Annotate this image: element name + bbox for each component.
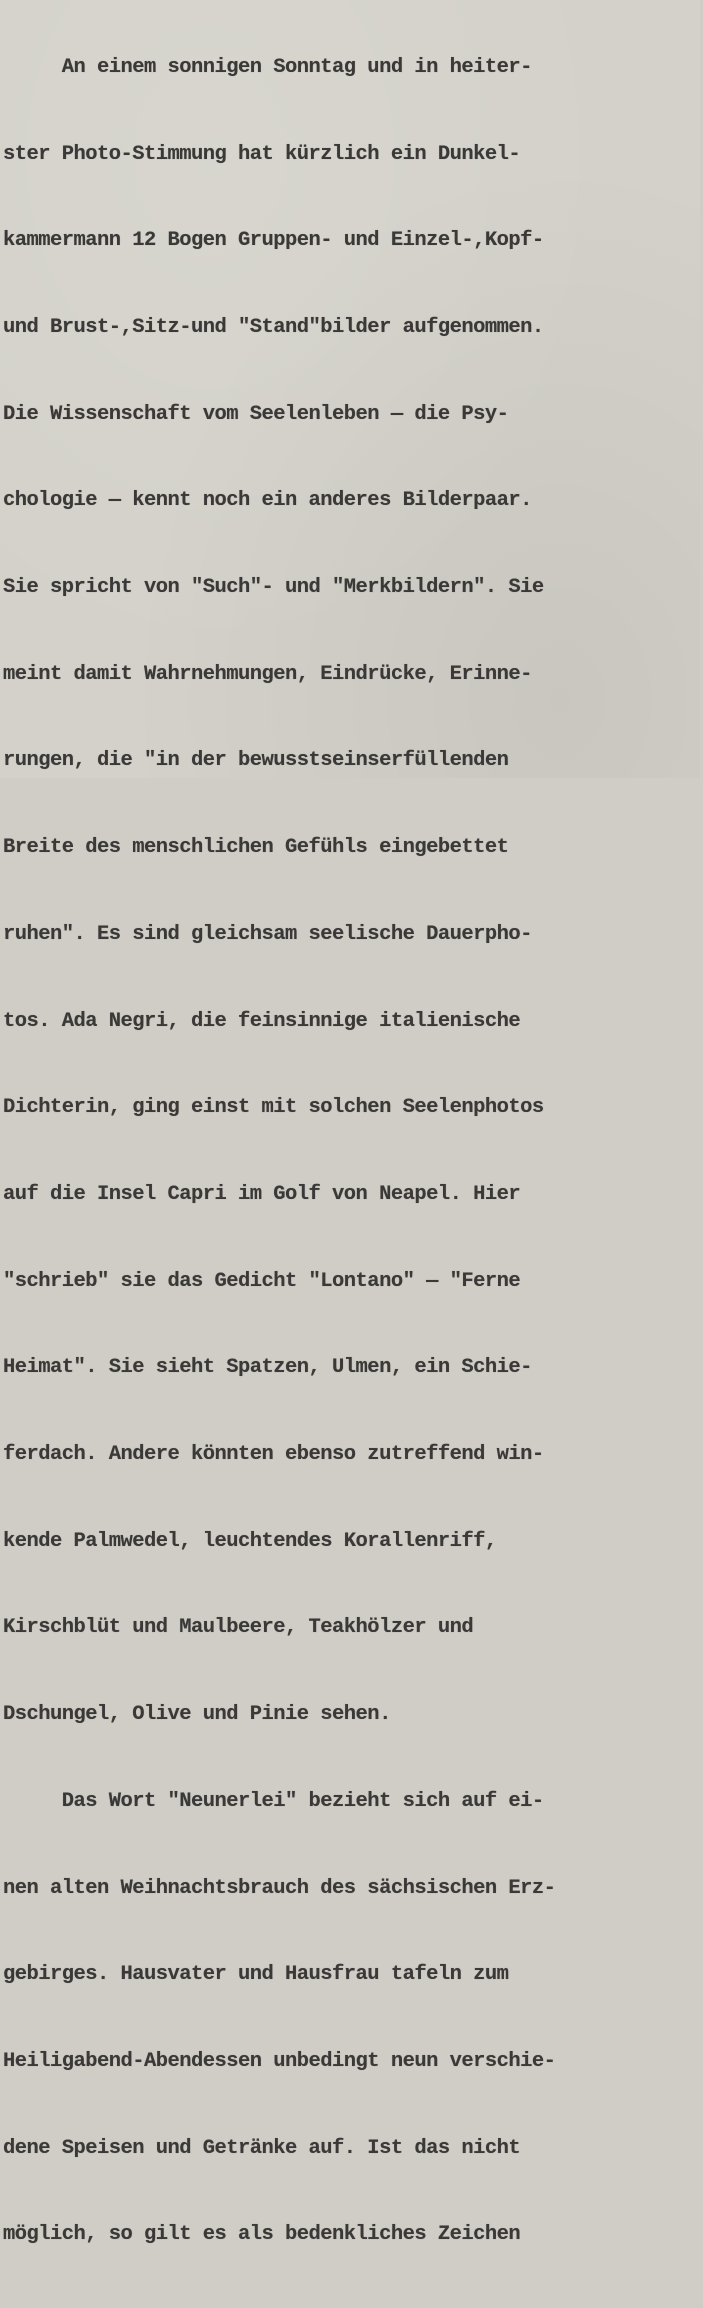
text-line: dene Speisen und Getränke auf. Ist das nicht [3, 2136, 521, 2160]
text-line: gebirges. Hausvater und Hausfrau tafeln zum [3, 1963, 509, 1987]
text-line: Heiligabend-Abendessen unbedingt neun verschie- [3, 2049, 556, 2073]
text-line: Heimat". Sie sieht Spatzen, Ulmen, ein Schie- [3, 1356, 532, 1380]
text-line: ruhen". Es sind gleichsam seelische Dauerpho- [3, 922, 532, 946]
text-line: kammermann 12 Bogen Gruppen- und Einzel-,Kopf- [3, 229, 544, 253]
text-line: Das Wort "Neunerlei" bezieht sich auf ei- [3, 1789, 544, 1813]
text-line: ster Photo-Stimmung hat kürzlich ein Dunkel- [3, 142, 521, 166]
text-line: Die Wissenschaft vom Seelenleben — die Psy- [3, 402, 509, 426]
text-line: ferdach. Andere könnten ebenso zutreffend win- [3, 1443, 544, 1467]
text-line: "schrieb" sie das Gedicht "Lontano" — "Ferne [3, 1269, 521, 1293]
text-line: rungen, die "in der bewusstseinserfüllenden [3, 749, 509, 773]
text-line: chologie — kennt noch ein anderes Bilderpaar. [3, 489, 532, 513]
text-line: und Brust-,Sitz-und "Stand"bilder aufgenommen. [3, 315, 544, 339]
text-line: Dschungel, Olive und Pinie sehen. [3, 1703, 391, 1727]
text-line: meint damit Wahrnehmungen, Eindrücke, Erinne- [3, 662, 532, 686]
text-line: Kirschblüt und Maulbeere, Teakhölzer und [3, 1616, 474, 1640]
text-line: tos. Ada Negri, die feinsinnige italienische [3, 1009, 521, 1033]
text-line: auf die Insel Capri im Golf von Neapel. Hier [3, 1182, 521, 1206]
text-line: Breite des menschlichen Gefühls eingebettet [3, 836, 509, 860]
text-line: möglich, so gilt es als bedenkliches Zeichen [3, 2223, 521, 2247]
typewritten-text [3, 0, 703, 2308]
text-line: nen alten Weihnachtsbrauch des sächsischen Erz- [3, 1876, 556, 1900]
text-line: An einem sonnigen Sonntag und in heiter- [3, 55, 532, 79]
text-line: Dichterin, ging einst mit solchen Seelenphotos [3, 1096, 544, 1120]
text-line: kende Palmwedel, leuchtendes Korallenriff, [3, 1529, 497, 1553]
text-line: Sie spricht von "Such"- und "Merkbildern". Sie [3, 576, 544, 600]
